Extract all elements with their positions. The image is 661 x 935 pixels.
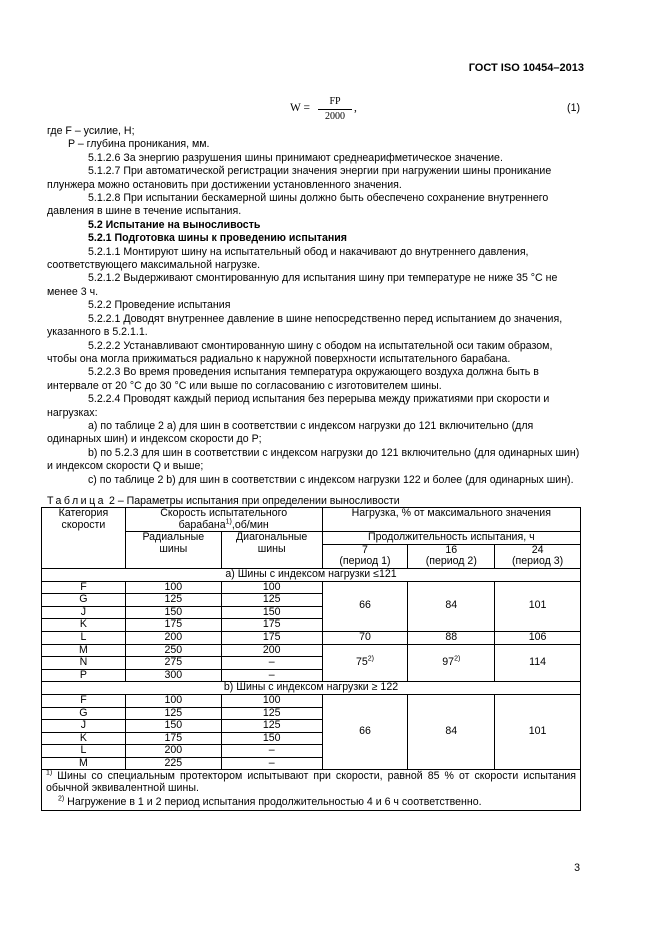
cell-load-period-3: 106 bbox=[495, 631, 581, 644]
period-2-hours: 16 bbox=[445, 543, 458, 556]
period-3-hours: 24 bbox=[531, 543, 544, 556]
header-speed-sup: 1) bbox=[225, 518, 232, 526]
item-a: а) по таблице 2 а) для шин в соответствии с индексом нагрузки до 121 включительно (для одинарных шин) и индексом скорости до P; bbox=[47, 419, 534, 446]
header-speed bbox=[125, 508, 322, 532]
formula-fraction bbox=[318, 96, 352, 123]
section-5-2-1: 5.2.1 Подготовка шины к проведению испытания bbox=[88, 232, 347, 245]
para-5-2-2-4: 5.2.2.4 Проводят каждый период испытания без перерыва между прижатиями при скорости и нагрузках: bbox=[47, 393, 550, 419]
section-5-2: 5.2 Испытание на выносливость bbox=[88, 218, 261, 231]
table-caption-word: Таблица bbox=[47, 495, 107, 507]
formula-w bbox=[290, 96, 370, 124]
cell-diagonal: 125 bbox=[221, 707, 322, 720]
cell-category: G bbox=[42, 707, 126, 720]
cell-category: J bbox=[42, 606, 126, 619]
cell-category: L bbox=[42, 631, 126, 644]
footnote-1-mark: 1) bbox=[46, 769, 53, 777]
section-5-2-2: 5.2.2 Проведение испытания bbox=[88, 299, 231, 312]
footnote-1 bbox=[42, 770, 581, 796]
cell-category: L bbox=[42, 745, 126, 758]
formula-comma: , bbox=[354, 102, 357, 114]
footnote-2-text: Нагружение в 1 и 2 период испытания продолжительностью 4 и 6 ч соответственно. bbox=[64, 795, 482, 808]
header-duration: Продолжительность испытания, ч bbox=[322, 532, 580, 545]
cell-category: K bbox=[42, 732, 126, 745]
page-number: 3 bbox=[574, 862, 580, 874]
cell-radial: 125 bbox=[125, 707, 221, 720]
para-5-2-1-1: 5.2.1.1 Монтируют шину на испытательный обод и накачивают до внутреннего давления, соответствующего максимальной нагрузке. bbox=[47, 245, 529, 272]
cell-category: G bbox=[42, 594, 126, 607]
cell-radial: 175 bbox=[125, 619, 221, 632]
formula-denominator: 2000 bbox=[325, 111, 345, 122]
cell-category: N bbox=[42, 657, 126, 670]
section-b-header: b) Шины с индексом нагрузки ≥ 122 bbox=[42, 682, 581, 695]
cell-diagonal: 150 bbox=[221, 606, 322, 619]
item-c: с) по таблице 2 b) для шин в соответствии с индексом нагрузки 122 и более (для одинарных шин). bbox=[88, 473, 574, 486]
cell-load-period-3: 101 bbox=[495, 581, 581, 631]
table-caption-text: 2 – Параметры испытания при определении выносливости bbox=[106, 495, 400, 507]
document-header: ГОСТ ISO 10454–2013 bbox=[468, 62, 584, 74]
header-speed-a: Скорость испытательного барабана bbox=[160, 507, 288, 531]
header-category: Категория скорости bbox=[42, 508, 126, 569]
footnote-ref: 2) bbox=[367, 655, 374, 663]
cell-radial: 200 bbox=[125, 631, 221, 644]
cell-diagonal: – bbox=[221, 669, 322, 682]
header-period-3 bbox=[495, 544, 581, 568]
test-parameters-table bbox=[41, 507, 581, 811]
section-a-header: а) Шины с индексом нагрузки ≤121 bbox=[42, 568, 581, 581]
cell-category: F bbox=[42, 694, 126, 707]
para-5-2-2-3: 5.2.2.3 Во время проведения испытания температура окружающего воздуха должна быть в интервале от 20 °С до 30 °С или выше по согласованию с изготовителем шины. bbox=[47, 366, 539, 392]
cell-diagonal: 200 bbox=[221, 644, 322, 657]
formula-numerator: FP bbox=[329, 96, 341, 107]
cell-diagonal: 175 bbox=[221, 631, 322, 644]
cell-radial: 125 bbox=[125, 594, 221, 607]
equation-number: (1) bbox=[567, 102, 580, 114]
para-5-1-2-7: 5.1.2.7 При автоматической регистрации значения энергии при нагружении шины проникание плунжера можно остановить при достижении установленного значения. bbox=[47, 165, 552, 191]
table-row bbox=[42, 631, 581, 644]
header-period-1 bbox=[322, 544, 408, 568]
header-period-2 bbox=[408, 544, 495, 568]
cell-load-period-1: 66 bbox=[322, 694, 408, 770]
cell-diagonal: 125 bbox=[221, 720, 322, 733]
cell-category: P bbox=[42, 669, 126, 682]
period-1-label: (период 1) bbox=[339, 555, 391, 568]
where-f: где F – усилие, Н; bbox=[47, 125, 135, 137]
document-body bbox=[47, 125, 581, 487]
header-speed-b: ,об/мин bbox=[231, 518, 269, 531]
cell-diagonal: 150 bbox=[221, 732, 322, 745]
item-b: b) по 5.2.3 для шин в соответствии с индексом нагрузки до 121 включительно (для одинарных шин) и индексом скорости Q и выше; bbox=[47, 446, 580, 473]
period-1-hours: 7 bbox=[362, 543, 368, 556]
formula-lhs: W = bbox=[290, 102, 311, 114]
cell-category: K bbox=[42, 619, 126, 632]
para-5-2-2-1: 5.2.2.1 Доводят внутреннее давление в шине непосредственно перед испытанием до значения, указанного в 5.2.1.1. bbox=[47, 312, 563, 339]
load-value: 75 bbox=[355, 656, 368, 669]
cell-diagonal: – bbox=[221, 745, 322, 758]
table-row bbox=[42, 694, 581, 707]
footnote-1-text: Шины со специальным протектором испытывают при скорости, равной 85 % от скорости испытания обычной эквивалентной шины. bbox=[46, 770, 576, 795]
header-radial: Радиальные шины bbox=[125, 532, 221, 569]
table-caption bbox=[47, 495, 400, 507]
cell-load-period-2: 84 bbox=[408, 694, 495, 770]
cell-diagonal: – bbox=[221, 757, 322, 770]
cell-category: F bbox=[42, 581, 126, 594]
cell-load-period-1: 70 bbox=[322, 631, 408, 644]
cell-radial: 100 bbox=[125, 694, 221, 707]
cell-radial: 150 bbox=[125, 720, 221, 733]
cell-diagonal: – bbox=[221, 657, 322, 670]
cell-load-period-1 bbox=[322, 644, 408, 682]
fraction-bar bbox=[318, 109, 352, 110]
cell-radial: 175 bbox=[125, 732, 221, 745]
period-2-label: (период 2) bbox=[425, 555, 477, 568]
cell-load-period-2: 88 bbox=[408, 631, 495, 644]
footnote-2-mark: 2) bbox=[58, 795, 65, 803]
footnote-2 bbox=[42, 796, 581, 811]
cell-diagonal: 125 bbox=[221, 594, 322, 607]
footnote-ref: 2) bbox=[454, 655, 461, 663]
cell-radial: 275 bbox=[125, 657, 221, 670]
header-diagonal: Диагональные шины bbox=[221, 532, 322, 569]
cell-diagonal: 100 bbox=[221, 694, 322, 707]
cell-load-period-2 bbox=[408, 644, 495, 682]
period-3-label: (период 3) bbox=[512, 555, 564, 568]
para-5-1-2-6: 5.1.2.6 За энергию разрушения шины принимают среднеарифметическое значение. bbox=[88, 151, 503, 164]
cell-diagonal: 100 bbox=[221, 581, 322, 594]
para-5-2-1-2: 5.2.1.2 Выдерживают смонтированную для испытания шину при температуре не ниже 35 °С не менее 3 ч. bbox=[47, 272, 558, 298]
header-load: Нагрузка, % от максимального значения bbox=[322, 508, 580, 532]
cell-radial: 225 bbox=[125, 757, 221, 770]
cell-diagonal: 175 bbox=[221, 619, 322, 632]
cell-category: J bbox=[42, 720, 126, 733]
cell-radial: 150 bbox=[125, 606, 221, 619]
cell-radial: 100 bbox=[125, 581, 221, 594]
cell-category: M bbox=[42, 757, 126, 770]
cell-load-period-1: 66 bbox=[322, 581, 408, 631]
table-row bbox=[42, 581, 581, 594]
where-p: P – глубина проникания, мм. bbox=[68, 138, 210, 151]
cell-category: M bbox=[42, 644, 126, 657]
table-row bbox=[42, 644, 581, 657]
para-5-2-2-2: 5.2.2.2 Устанавливают смонтированную шину с ободом на испытательной оси таким образом, чтобы она могла прижиматься радиально к наружной поверхности испытательного барабана. bbox=[47, 339, 553, 365]
cell-radial: 300 bbox=[125, 669, 221, 682]
cell-load-period-3: 101 bbox=[495, 694, 581, 770]
cell-radial: 250 bbox=[125, 644, 221, 657]
load-value: 97 bbox=[442, 656, 455, 669]
cell-load-period-3: 114 bbox=[495, 644, 581, 682]
para-5-1-2-8: 5.1.2.8 При испытании бескамерной шины должно быть обеспечено сохранение внутреннего давления в шине в течение испытания. bbox=[47, 192, 549, 218]
cell-radial: 200 bbox=[125, 745, 221, 758]
cell-load-period-2: 84 bbox=[408, 581, 495, 631]
